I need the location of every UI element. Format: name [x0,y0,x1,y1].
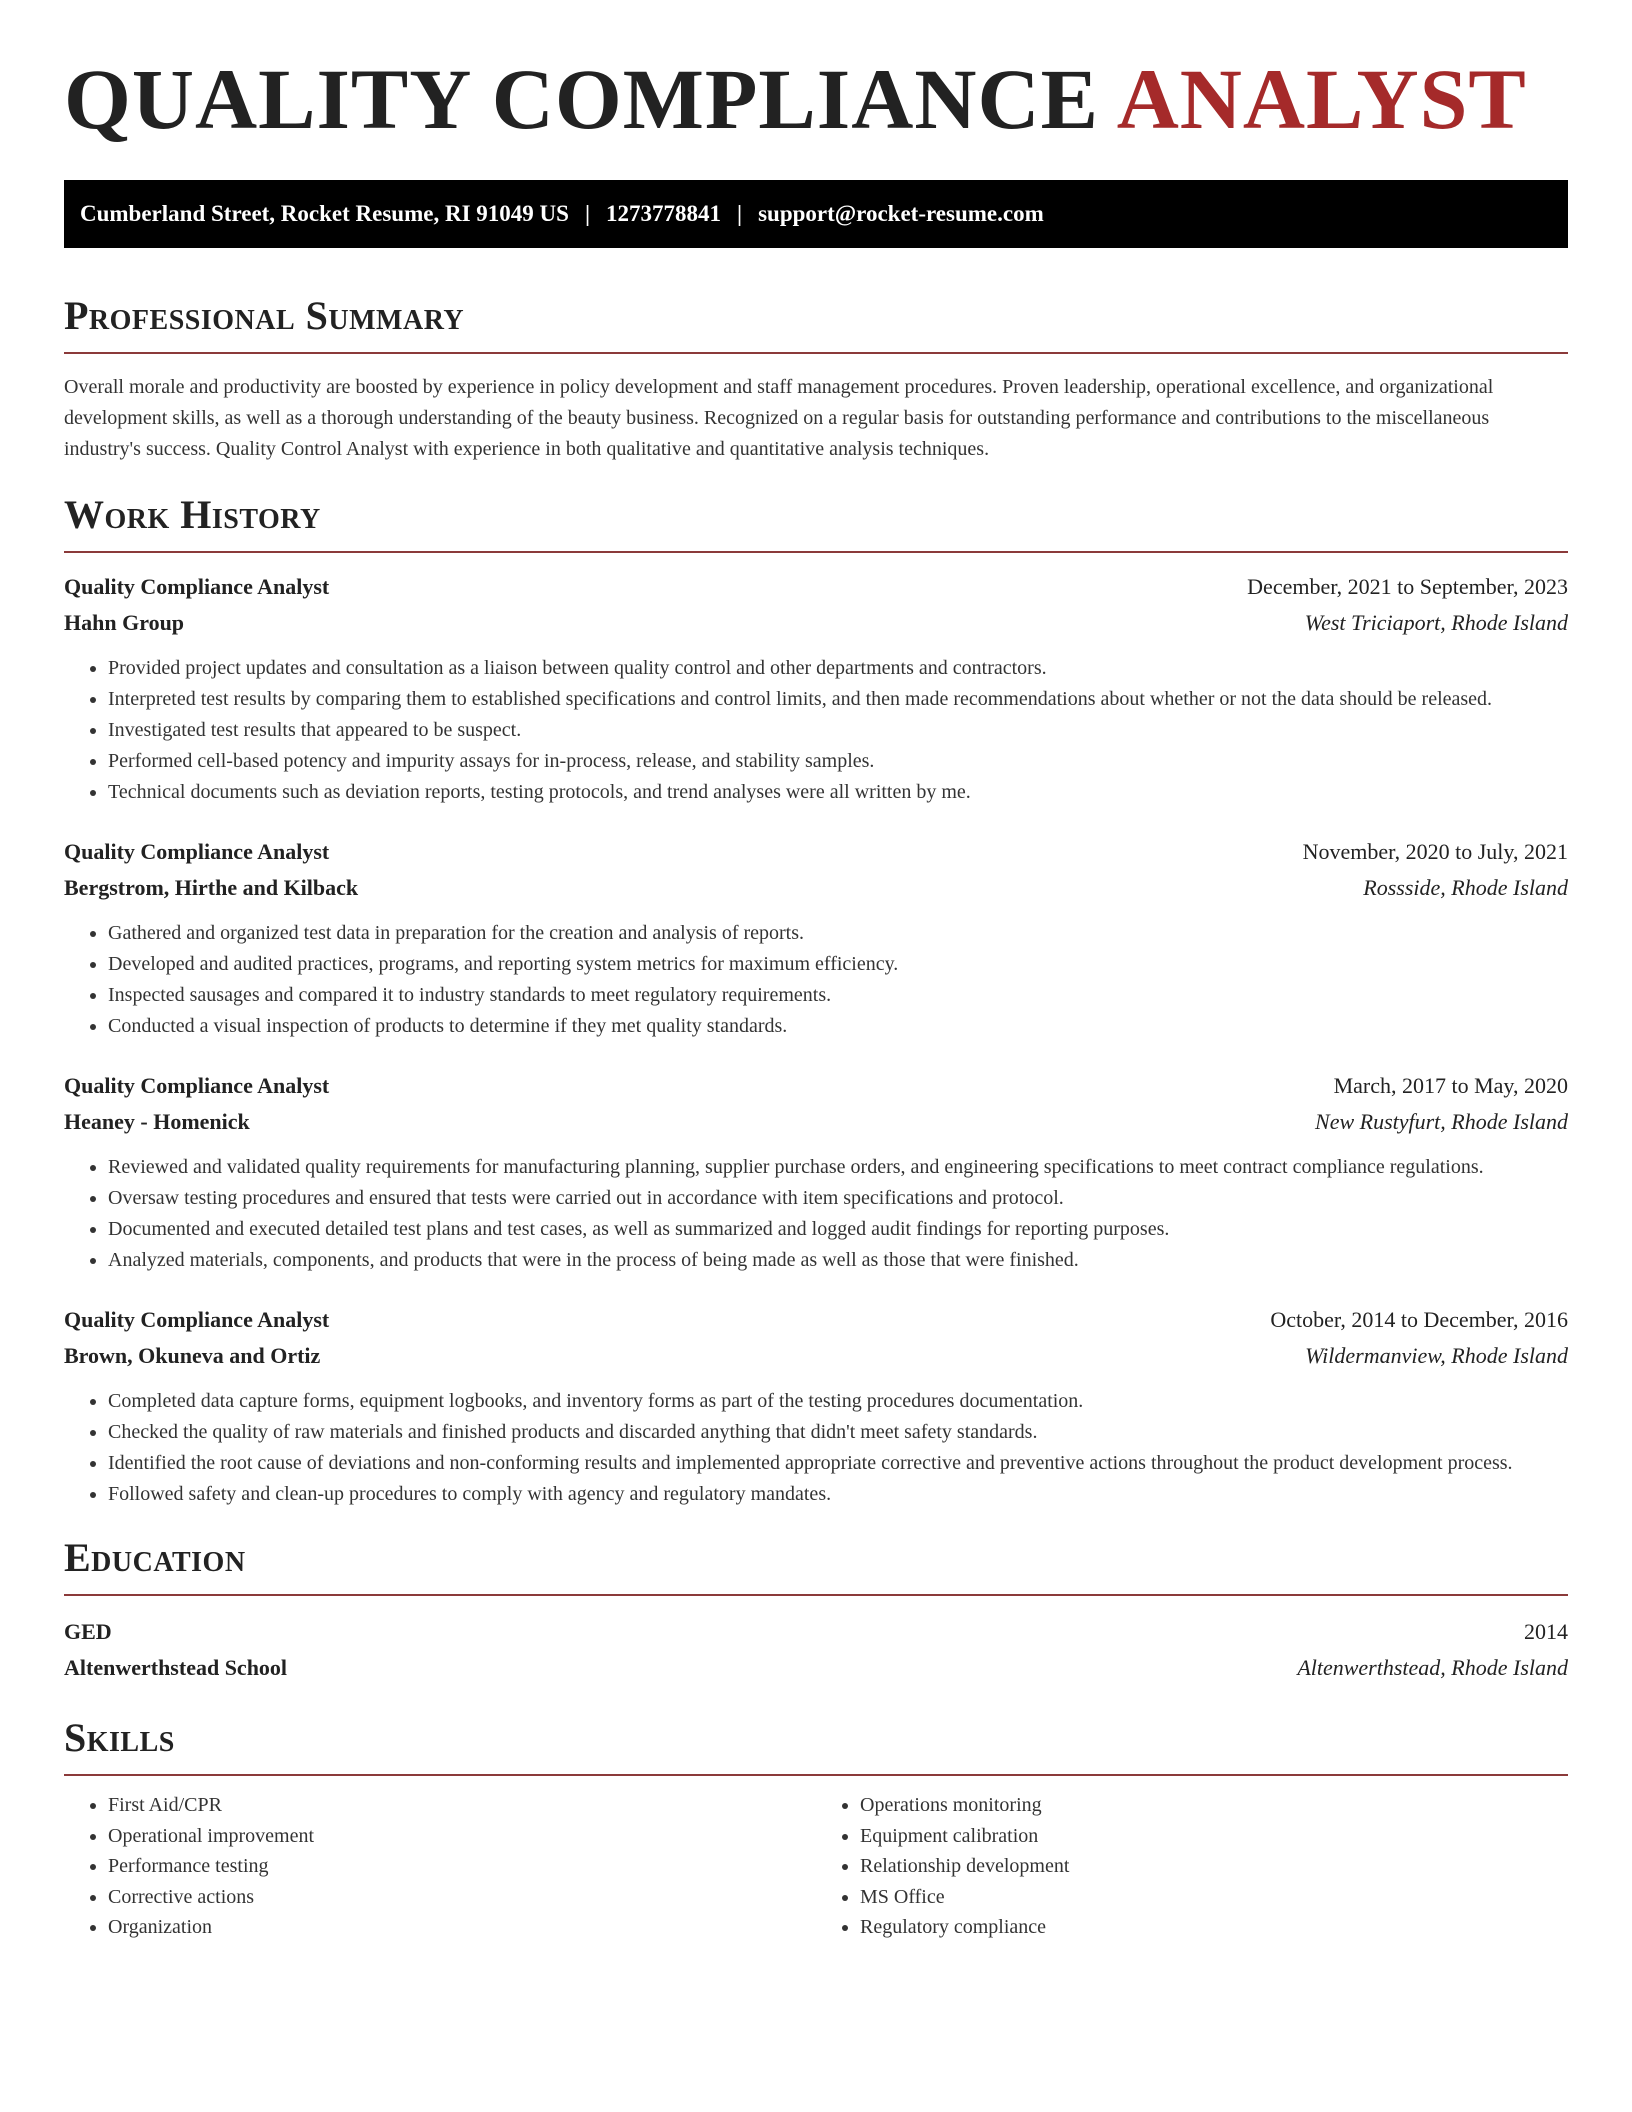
job-bullet: • Interpreted test results by comparing them to established specifications and control limits, and then made recommendations about whether or not the data should be released. [108,684,1568,715]
job-entry [64,569,1568,808]
job-title: Quality Compliance Analyst [64,839,330,864]
job-bullet: • Analyzed materials, components, and products that were in the process of being made as well as those that were finished. [108,1245,1568,1276]
job-company-row [64,605,1568,641]
job-bullet: • Checked the quality of raw materials and finished products and discarded anything that didn't meet safety standards. [108,1417,1568,1448]
skill-item: • Performance testing [108,1851,816,1882]
job-dates: November, 2020 to July, 2021 [1302,839,1568,864]
job-company: Bergstrom, Hirthe and Kilback [64,875,359,900]
job-header-row [64,1068,1568,1104]
section-title-education: Education [64,1535,246,1580]
skill-item: • Relationship development [860,1851,1568,1882]
job-header-row [64,834,1568,870]
skill-item: • MS Office [860,1882,1568,1913]
job-company: Brown, Okuneva and Ortiz [64,1343,321,1368]
job-bullet: • Reviewed and validated quality requirements for manufacturing planning, supplier purchase orders, and engineering specifications to meet contract compliance regulations. [108,1152,1568,1183]
name-part-1: QUALITY COMPLIANCE [64,51,1099,147]
resume-name [64,51,1568,147]
summary-text: Overall morale and productivity are boosted by experience in policy development and staff management procedures. Proven leadership, operational excellence, and organizational development skills, as well as a thorough understanding of the beauty business. Recognized on a regular basis for outstanding performance and contributions to the miscellaneous industry's success. Quality Control Analyst with experience in both qualitative and quantitative analysis techniques. [64,376,1494,460]
education-degree: GED [64,1619,112,1644]
section-title-skills: Skills [64,1715,175,1760]
job-title: Quality Compliance Analyst [64,1307,330,1332]
skill-item: • Operational improvement [108,1821,816,1852]
job-bullets [64,1152,1568,1276]
job-company: Heaney - Homenick [64,1109,250,1134]
job-bullet: • Documented and executed detailed test plans and test cases, as well as summarized and logged audit findings for reporting purposes. [108,1214,1568,1245]
contact-phone[interactable]: 1273778841 [606,201,722,226]
job-bullets [64,918,1568,1042]
section-divider [64,1774,1568,1776]
contact-separator: | [584,201,591,226]
job-company: Hahn Group [64,610,185,635]
job-entry [64,1302,1568,1510]
education-school: Altenwerthstead School [64,1655,288,1680]
skill-item: • Corrective actions [108,1882,816,1913]
section-divider [64,1594,1568,1596]
skill-item: • Operations monitoring [860,1790,1568,1821]
job-entry [64,834,1568,1042]
job-bullet: • Completed data capture forms, equipment logbooks, and inventory forms as part of the testing procedures documentation. [108,1386,1568,1417]
job-bullet: • Conducted a visual inspection of products to determine if they met quality standards. [108,1011,1568,1042]
jobs-list [64,569,1568,1510]
job-bullet: • Provided project updates and consultation as a liaison between quality control and other departments and contractors. [108,653,1568,684]
job-dates: March, 2017 to May, 2020 [1333,1073,1568,1098]
job-header-row [64,1302,1568,1338]
job-location: New Rustyfurt, Rhode Island [1315,1109,1568,1134]
job-location: Wildermanview, Rhode Island [1305,1343,1568,1368]
education-location: Altenwerthstead, Rhode Island [1297,1655,1568,1680]
job-bullet: • Performed cell-based potency and impurity assays for in-process, release, and stability samples. [108,746,1568,777]
section-divider [64,551,1568,553]
section-divider [64,352,1568,354]
job-dates: December, 2021 to September, 2023 [1247,574,1568,599]
section-title-summary: Professional Summary [64,293,465,338]
job-company-row [64,1338,1568,1374]
job-location: Rossside, Rhode Island [1363,875,1568,900]
job-location: West Triciaport, Rhode Island [1304,610,1568,635]
skills-list-right [816,1790,1568,1943]
skills-list-left [64,1790,816,1943]
job-company-row [64,1104,1568,1140]
contact-address: Cumberland Street, Rocket Resume, RI 91049 US [80,201,569,226]
contact-bar [64,180,1568,248]
job-dates: October, 2014 to December, 2016 [1270,1307,1568,1332]
job-bullet: • Oversaw testing procedures and ensured that tests were carried out in accordance with item specifications and protocol. [108,1183,1568,1214]
section-title-work: Work History [64,492,321,537]
job-bullets [64,653,1568,808]
education-year: 2014 [1524,1619,1568,1644]
job-bullet: • Developed and audited practices, programs, and reporting system metrics for maximum efficiency. [108,949,1568,980]
job-bullet: • Gathered and organized test data in preparation for the creation and analysis of reports. [108,918,1568,949]
skills-section [64,1716,1568,1943]
skill-item: • Organization [108,1912,816,1943]
job-bullet: • Identified the root cause of deviations and non-conforming results and implemented appropriate corrective and preventive actions throughout the product development process. [108,1448,1568,1479]
job-bullet: • Inspected sausages and compared it to industry standards to meet regulatory requirements. [108,980,1568,1011]
education-row-1 [64,1614,1568,1650]
job-bullets [64,1386,1568,1510]
job-bullet: • Investigated test results that appeared to be suspect. [108,715,1568,746]
education-row-2 [64,1650,1568,1686]
skill-item: • First Aid/CPR [108,1790,816,1821]
education-section [64,1536,1568,1686]
job-entry [64,1068,1568,1276]
summary-section [64,294,1568,465]
job-company-row [64,870,1568,906]
job-title: Quality Compliance Analyst [64,1073,330,1098]
skill-item: • Regulatory compliance [860,1912,1568,1943]
work-history-section [64,493,1568,1510]
resume-page [64,51,1568,1943]
skill-item: • Equipment calibration [860,1821,1568,1852]
job-header-row [64,569,1568,605]
skills-columns [64,1790,1568,1943]
job-bullet: • Technical documents such as deviation reports, testing protocols, and trend analyses were all written by me. [108,777,1568,808]
job-title: Quality Compliance Analyst [64,574,330,599]
name-part-2: ANALYST [1116,51,1527,147]
contact-email[interactable]: support@rocket-resume.com [758,201,1044,226]
job-bullet: • Followed safety and clean-up procedures to comply with agency and regulatory mandates. [108,1479,1568,1510]
contact-separator: | [737,201,743,226]
